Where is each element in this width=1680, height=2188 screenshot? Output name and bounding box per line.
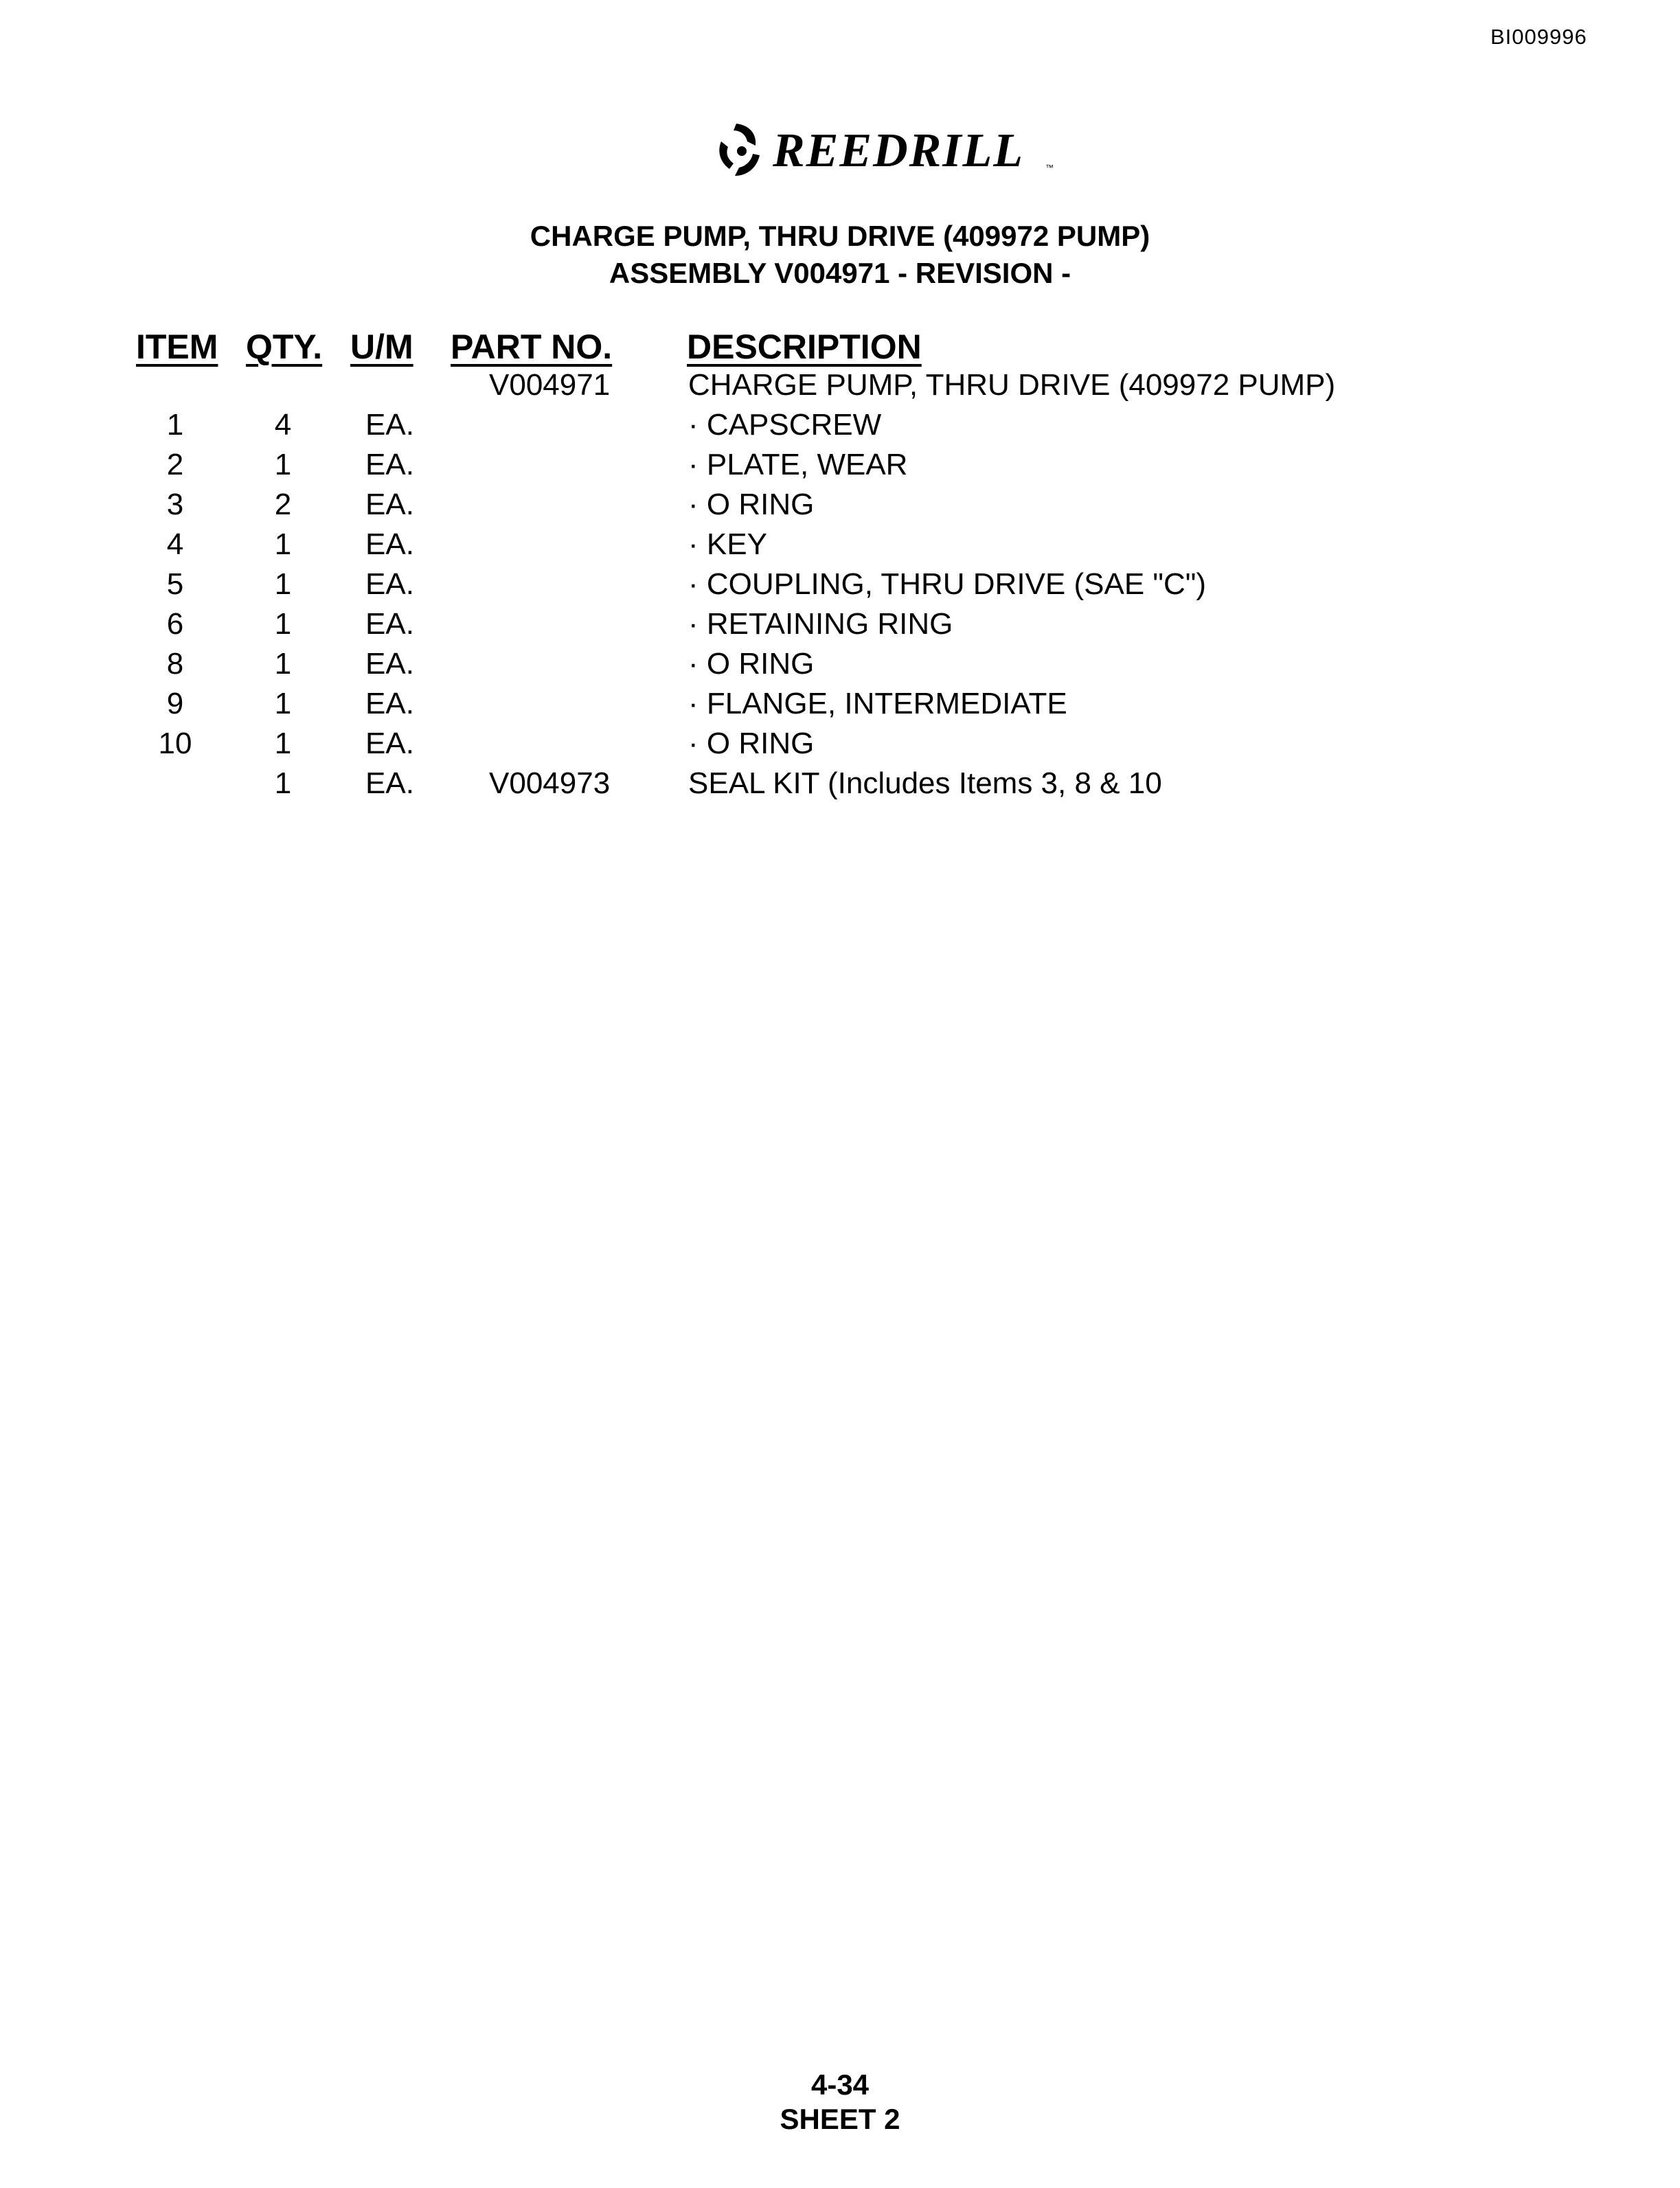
svg-text:™: ™ (1045, 163, 1054, 172)
description-cell: · COUPLING, THRU DRIVE (SAE "C") (688, 567, 1207, 601)
qty-cell: 1 (274, 448, 292, 481)
um-cell: EA. (365, 727, 414, 760)
table-row (0, 527, 1680, 567)
table-row (0, 408, 1680, 448)
item-cell: 8 (166, 647, 184, 681)
item-cell: 1 (166, 408, 184, 442)
um-cell: EA. (365, 766, 414, 800)
item-cell: 9 (166, 687, 184, 720)
qty-cell: 2 (274, 488, 292, 521)
description-cell: · CAPSCREW (688, 408, 882, 442)
svg-text:REEDRILL: REEDRILL (773, 124, 1025, 177)
header-um: U/M (350, 328, 413, 366)
table-row (0, 567, 1680, 607)
description-cell: CHARGE PUMP, THRU DRIVE (409972 PUMP) (688, 368, 1336, 402)
assembly-subtitle: ASSEMBLY V004971 - REVISION - (609, 257, 1071, 289)
table-row (0, 607, 1680, 647)
item-cell: 5 (166, 567, 184, 601)
sheet-label: SHEET 2 (780, 2103, 900, 2135)
header-qty: QTY. (246, 328, 323, 366)
item-cell: 10 (158, 727, 192, 760)
qty-cell: 1 (274, 527, 292, 561)
item-cell: 2 (166, 448, 184, 481)
qty-cell: 1 (274, 607, 292, 641)
description-cell: · KEY (688, 527, 767, 561)
description-cell: · O RING (688, 488, 815, 521)
um-cell: EA. (365, 687, 414, 720)
document-id: BI009996 (1490, 25, 1587, 49)
page-number: 4-34 (810, 2069, 870, 2101)
item-cell: 6 (166, 607, 184, 641)
um-cell: EA. (365, 647, 414, 681)
item-cell: 4 (166, 527, 184, 561)
header-description: DESCRIPTION (687, 328, 922, 366)
um-cell: EA. (365, 567, 414, 601)
table-row (0, 368, 1680, 408)
reedrill-logo (704, 117, 1061, 185)
logo-emblem-icon (719, 124, 760, 176)
part-no-cell: V004973 (489, 766, 611, 800)
um-cell: EA. (365, 448, 414, 481)
description-cell: · O RING (688, 727, 815, 760)
qty-cell: 4 (274, 408, 292, 442)
table-row (0, 448, 1680, 488)
um-cell: EA. (365, 408, 414, 442)
qty-cell: 1 (274, 647, 292, 681)
description-cell: SEAL KIT (Includes Items 3, 8 & 10 (688, 766, 1162, 800)
qty-cell: 1 (274, 567, 292, 601)
part-no-cell: V004971 (489, 368, 611, 402)
qty-cell: 1 (274, 766, 292, 800)
table-row (0, 727, 1680, 766)
item-cell: 3 (166, 488, 184, 521)
description-cell: · O RING (688, 647, 815, 681)
um-cell: EA. (365, 607, 414, 641)
um-cell: EA. (365, 488, 414, 521)
description-cell: · RETAINING RING (688, 607, 953, 641)
description-cell: · PLATE, WEAR (688, 448, 908, 481)
qty-cell: 1 (274, 727, 292, 760)
header-part-no: PART NO. (451, 328, 613, 366)
qty-cell: 1 (274, 687, 292, 720)
description-cell: · FLANGE, INTERMEDIATE (688, 687, 1067, 720)
document-title: CHARGE PUMP, THRU DRIVE (409972 PUMP) (530, 220, 1150, 252)
um-cell: EA. (365, 527, 414, 561)
header-item: ITEM (136, 328, 218, 366)
table-row (0, 647, 1680, 687)
table-row (0, 687, 1680, 727)
table-row (0, 766, 1680, 806)
table-row (0, 488, 1680, 527)
